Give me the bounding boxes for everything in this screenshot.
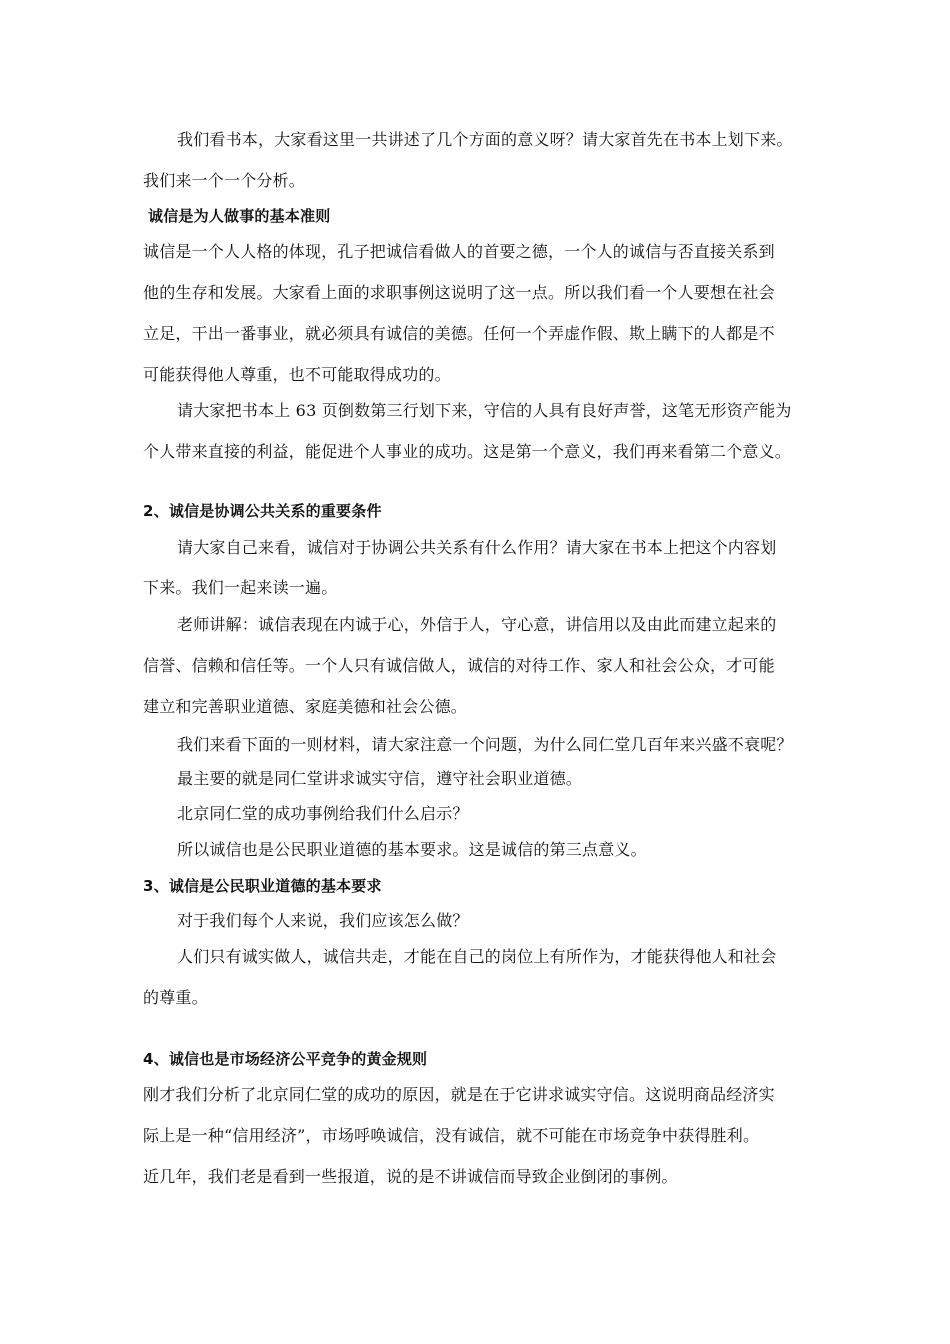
section-heading-2: 2、诚信是协调公共关系的重要条件: [143, 502, 382, 520]
section-heading-1: 诚信是为人做事的基本准则: [148, 207, 331, 225]
section2-para5: 北京同仁堂的成功事例给我们什么启示？: [177, 804, 469, 823]
section4-para1-line-1: 刚才我们分析了北京同仁堂的成功的原因，就是在于它讲求诚实守信。这说明商品经济实: [143, 1085, 775, 1104]
section3-para2-line-2: 的尊重。: [143, 988, 208, 1007]
section2-para6: 所以诚信也是公民职业道德的基本要求。这是诚信的第三点意义。: [177, 840, 647, 859]
section3-para1: 对于我们每个人来说，我们应该怎么做？: [177, 911, 469, 930]
section1-para2-line-2: 个人带来直接的利益，能促进个人事业的成功。这是第一个意义，我们再来看第二个意义。: [143, 442, 792, 461]
section1-para1-line-3: 立足，干出一番事业，就必须具有诚信的美德。任何一个弄虚作假、欺上瞒下的人都是不: [143, 324, 775, 343]
section4-para1-line-3: 近几年，我们老是看到一些报道，说的是不讲诚信而导致企业倒闭的事例。: [143, 1167, 678, 1186]
intro-line-2: 我们来一个一个分析。: [143, 171, 306, 190]
section4-para1-line-2: 际上是一种“信用经济”，市场呼唤诚信，没有诚信，就不可能在市场竞争中获得胜利。: [143, 1126, 760, 1145]
section2-para1-line-1: 请大家自己来看，诚信对于协调公共关系有什么作用？请大家在书本上把这个内容划: [177, 538, 777, 557]
section-heading-3: 3、诚信是公民职业道德的基本要求: [143, 877, 382, 895]
section1-para2-line-1: 请大家把书本上 63 页倒数第三行划下来，守信的人具有良好声誉，这笔无形资产能为: [177, 401, 792, 420]
section1-para1-line-2: 他的生存和发展。大家看上面的求职事例这说明了这一点。所以我们看一个人要想在社会: [143, 283, 775, 302]
intro-line-1: 我们看书本，大家看这里一共讲述了几个方面的意义呀？请大家首先在书本上划下来。: [177, 130, 793, 149]
section1-para1-line-4: 可能获得他人尊重，也不可能取得成功的。: [143, 365, 451, 384]
section3-para2-line-1: 人们只有诚实做人，诚信共走，才能在自己的岗位上有所作为，才能获得他人和社会: [177, 947, 777, 966]
section2-para3: 我们来看下面的一则材料，请大家注意一个问题，为什么同仁堂几百年来兴盛不衰呢？: [177, 735, 793, 754]
section2-para4: 最主要的就是同仁堂讲求诚实守信，遵守社会职业道德。: [177, 769, 583, 788]
section1-para1-line-1: 诚信是一个人人格的体现，孔子把诚信看做人的首要之德，一个人的诚信与否直接关系到: [143, 242, 775, 261]
section2-para2-line-3: 建立和完善职业道德、家庭美德和社会公德。: [143, 697, 468, 716]
section2-para1-line-2: 下来。我们一起来读一遍。: [143, 578, 338, 597]
section2-para2-line-1: 老师讲解：诚信表现在内诚于心，外信于人，守心意，讲信用以及由此而建立起来的: [177, 615, 777, 634]
section-heading-4: 4、诚信也是市场经济公平竞争的黄金规则: [143, 1050, 428, 1068]
section2-para2-line-2: 信誉、信赖和信任等。一个人只有诚信做人，诚信的对待工作、家人和社会公众，才可能: [143, 656, 775, 675]
